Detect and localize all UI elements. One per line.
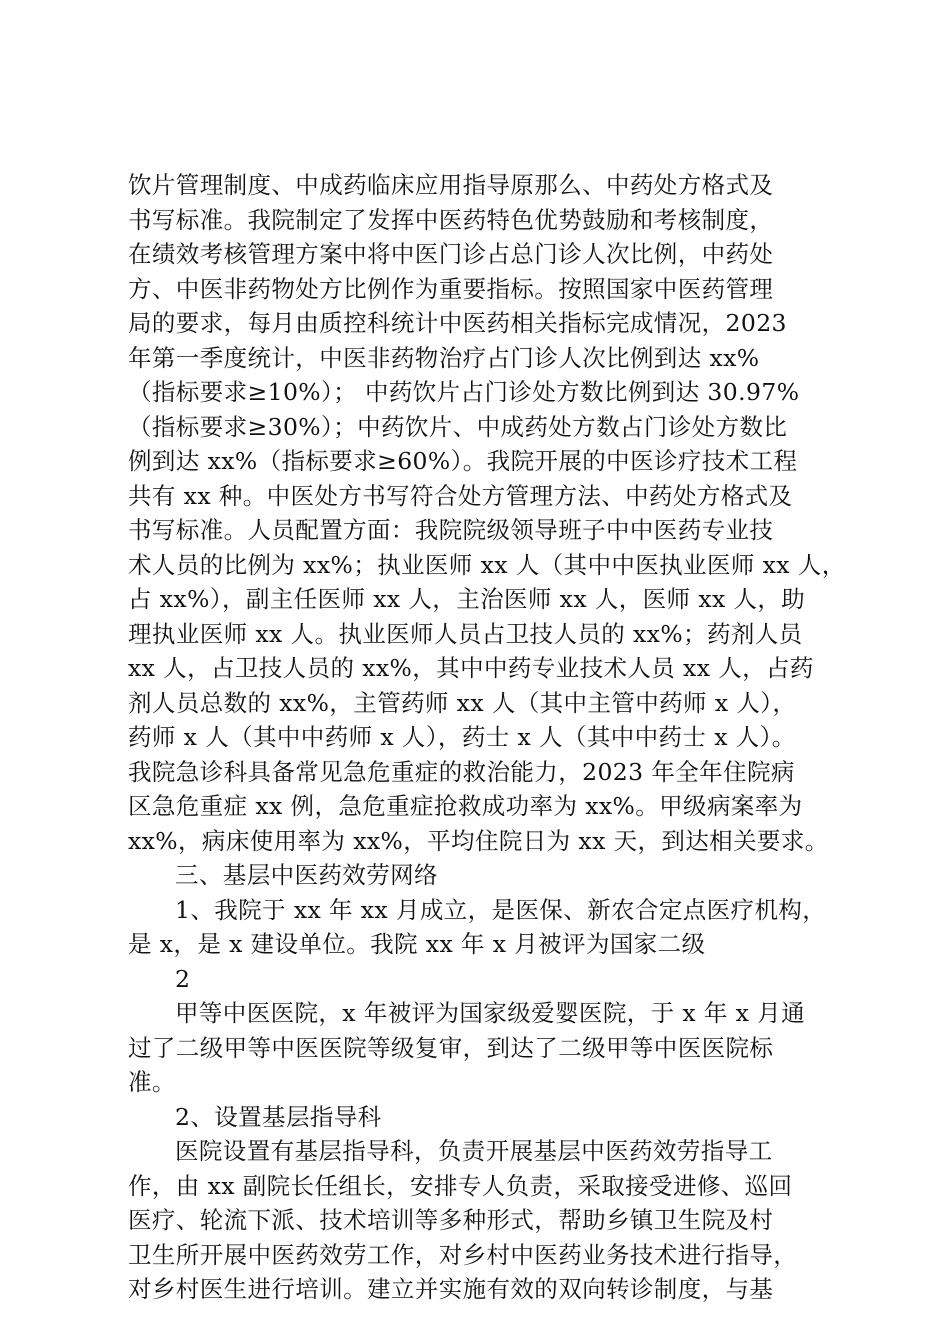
text-line: 三、基层中医药效劳网络 <box>175 861 438 889</box>
text-line: 是 x，是 x 建设单位。我院 xx 年 x 月被评为国家二级 <box>128 930 706 958</box>
text-line: 我院急诊科具备常见急危重症的救治能力，2023 年全年住院病 <box>128 757 795 786</box>
text-line: 饮片管理制度、中成药临床应用指导原那么、中药处方格式及 <box>128 171 774 199</box>
text-line: 共有 xx 种。中医处方书写符合处方管理方法、中药处方格式及 <box>128 481 793 510</box>
text-line: 甲等中医医院，x 年被评为国家级爱婴医院，于 x 年 x 月通 <box>175 999 806 1027</box>
text-line: 2、设置基层指导科 <box>175 1102 382 1131</box>
text-line: 过了二级甲等中医医院等级复审，到达了二级甲等中医医院标 <box>128 1033 774 1062</box>
text-line: 对乡村医生进行培训。建立并实施有效的双向转诊制度，与基 <box>128 1275 774 1303</box>
page-number: 2 <box>175 964 191 993</box>
text-line: 例到达 xx%（指标要求≥60%）。我院开展的中医诊疗技术工程 <box>128 447 798 475</box>
text-line: 医院设置有基层指导科，负责开展基层中医药效劳指导工 <box>175 1137 773 1165</box>
body-text <box>128 168 846 1307</box>
text-line: 1、我院于 xx 年 xx 月成立，是医保、新农合定点医疗机构， <box>175 895 827 924</box>
text-line: 理执业医师 xx 人。执业医师人员占卫技人员的 xx%；药剂人员 <box>128 619 803 648</box>
text-line: 年第一季度统计，中医非药物治疗占门诊人次比例到达 xx% <box>128 343 760 372</box>
text-line: 方、中医非药物处方比例作为重要指标。按照国家中医药管理 <box>128 274 774 303</box>
text-line: 区急危重症 xx 例，急危重症抢救成功率为 xx%。甲级病案率为 <box>128 792 803 820</box>
text-line: xx 人，占卫技人员的 xx%，其中中药专业技术人员 xx 人，占药 <box>128 654 814 682</box>
text-line: 卫生所开展中医药效劳工作，对乡村中医药业务技术进行指导， <box>128 1240 798 1269</box>
text-line: 占 xx%），副主任医师 xx 人，主治医师 xx 人，医师 xx 人，助 <box>128 585 806 613</box>
text-line: （指标要求≥30%）；中药饮片、中成药处方数占门诊处方数比 <box>128 412 788 441</box>
text-line: 术人员的比例为 xx%；执业医师 xx 人（其中中医执业医师 xx 人， <box>128 550 846 579</box>
text-line: 作，由 xx 副院长任组长，安排专人负责，采取接受进修、巡回 <box>128 1171 793 1200</box>
text-line: 药师 x 人（其中中药师 x 人），药士 x 人（其中中药士 x 人）。 <box>128 723 796 751</box>
text-line: （指标要求≥10%）； 中药饮片占门诊处方数比例到达 30.97% <box>128 378 800 406</box>
text-line: 书写标准。我院制定了发挥中医药特色优势鼓励和考核制度， <box>128 205 774 234</box>
text-line: xx%，病床使用率为 xx%，平均住院日为 xx 天，到达相关要求。 <box>128 826 829 855</box>
text-line: 准。 <box>128 1068 176 1096</box>
text-line: 书写标准。人员配置方面：我院院级领导班子中中医药专业技 <box>128 516 774 544</box>
text-line: 剂人员总数的 xx%，主管药师 xx 人（其中主管中药师 x 人）， <box>128 688 797 717</box>
text-line: 医疗、轮流下派、技术培训等多种形式，帮助乡镇卫生院及村 <box>128 1206 774 1234</box>
text-line: 在绩效考核管理方案中将中医门诊占总门诊人次比例，中药处 <box>128 240 774 268</box>
text-line: 局的要求，每月由质控科统计中医药相关指标完成情况，2023 <box>128 309 787 337</box>
